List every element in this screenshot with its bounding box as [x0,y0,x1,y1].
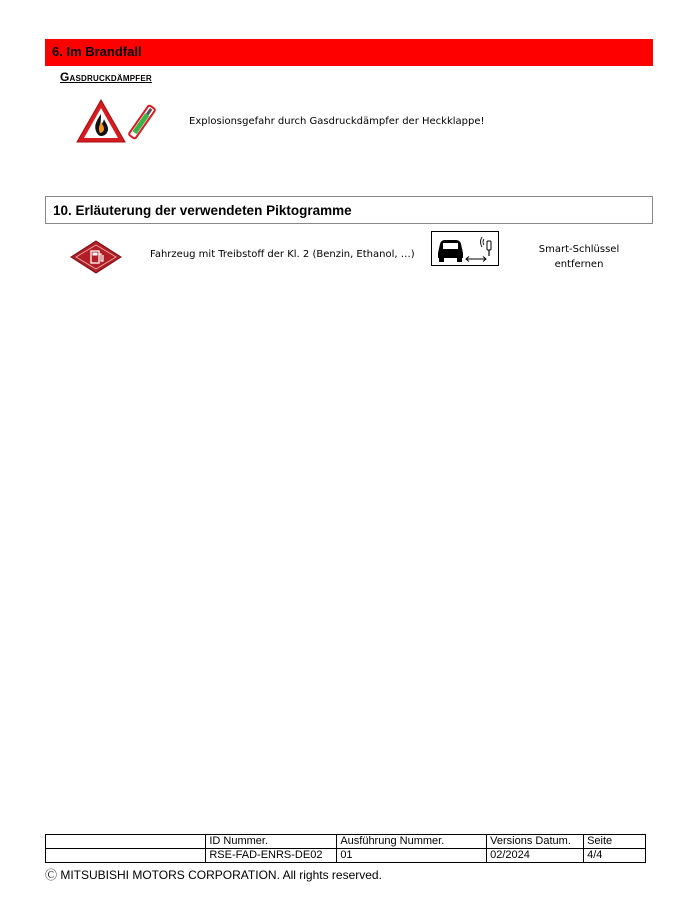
footer-header-row [46,835,646,849]
footer-cell: ID Nummer. [206,835,337,849]
pictogram-label-line1: Smart-Schlüssel [538,244,620,255]
gas-strut-icon [128,103,156,141]
pictogram-label: Fahrzeug mit Treibstoff der Kl. 2 (Benzin, Ethanol, …) [150,249,415,260]
footer-cell: Versions Datum. [487,835,584,849]
fuel-class-icon [70,240,122,274]
pictogram-label-line2: entfernen [554,259,604,270]
footer-cell: 02/2024 [487,849,584,863]
section-header-fire [45,39,653,66]
pictogram-label [524,242,634,272]
footer-cell: Ausführung Nummer. [337,835,487,849]
footer-cell: 4/4 [584,849,646,863]
document-footer-table [45,834,646,863]
footer-cell: Seite [584,835,646,849]
footer-value-row [46,849,646,863]
footer-cell [46,835,206,849]
flammable-warning-icon [75,98,127,144]
section-title: 10. Erläuterung der verwendeten Piktogramme [53,203,352,218]
footer-cell: 01 [337,849,487,863]
footer-cell [46,849,206,863]
section-title: 6. Im Brandfall [52,44,142,59]
footer-cell: RSE-FAD-ENRS-DE02 [206,849,337,863]
section-header-pictograms [45,196,653,224]
warning-text: Explosionsgefahr durch Gasdruckdämpfer der Heckklappe! [189,116,485,127]
copyright-notice: Ⓒ MITSUBISHI MOTORS CORPORATION. All rights reserved. [45,868,382,882]
subsection-title: Gasdruckdämpfer [60,70,152,84]
smart-key-icon [431,231,499,266]
